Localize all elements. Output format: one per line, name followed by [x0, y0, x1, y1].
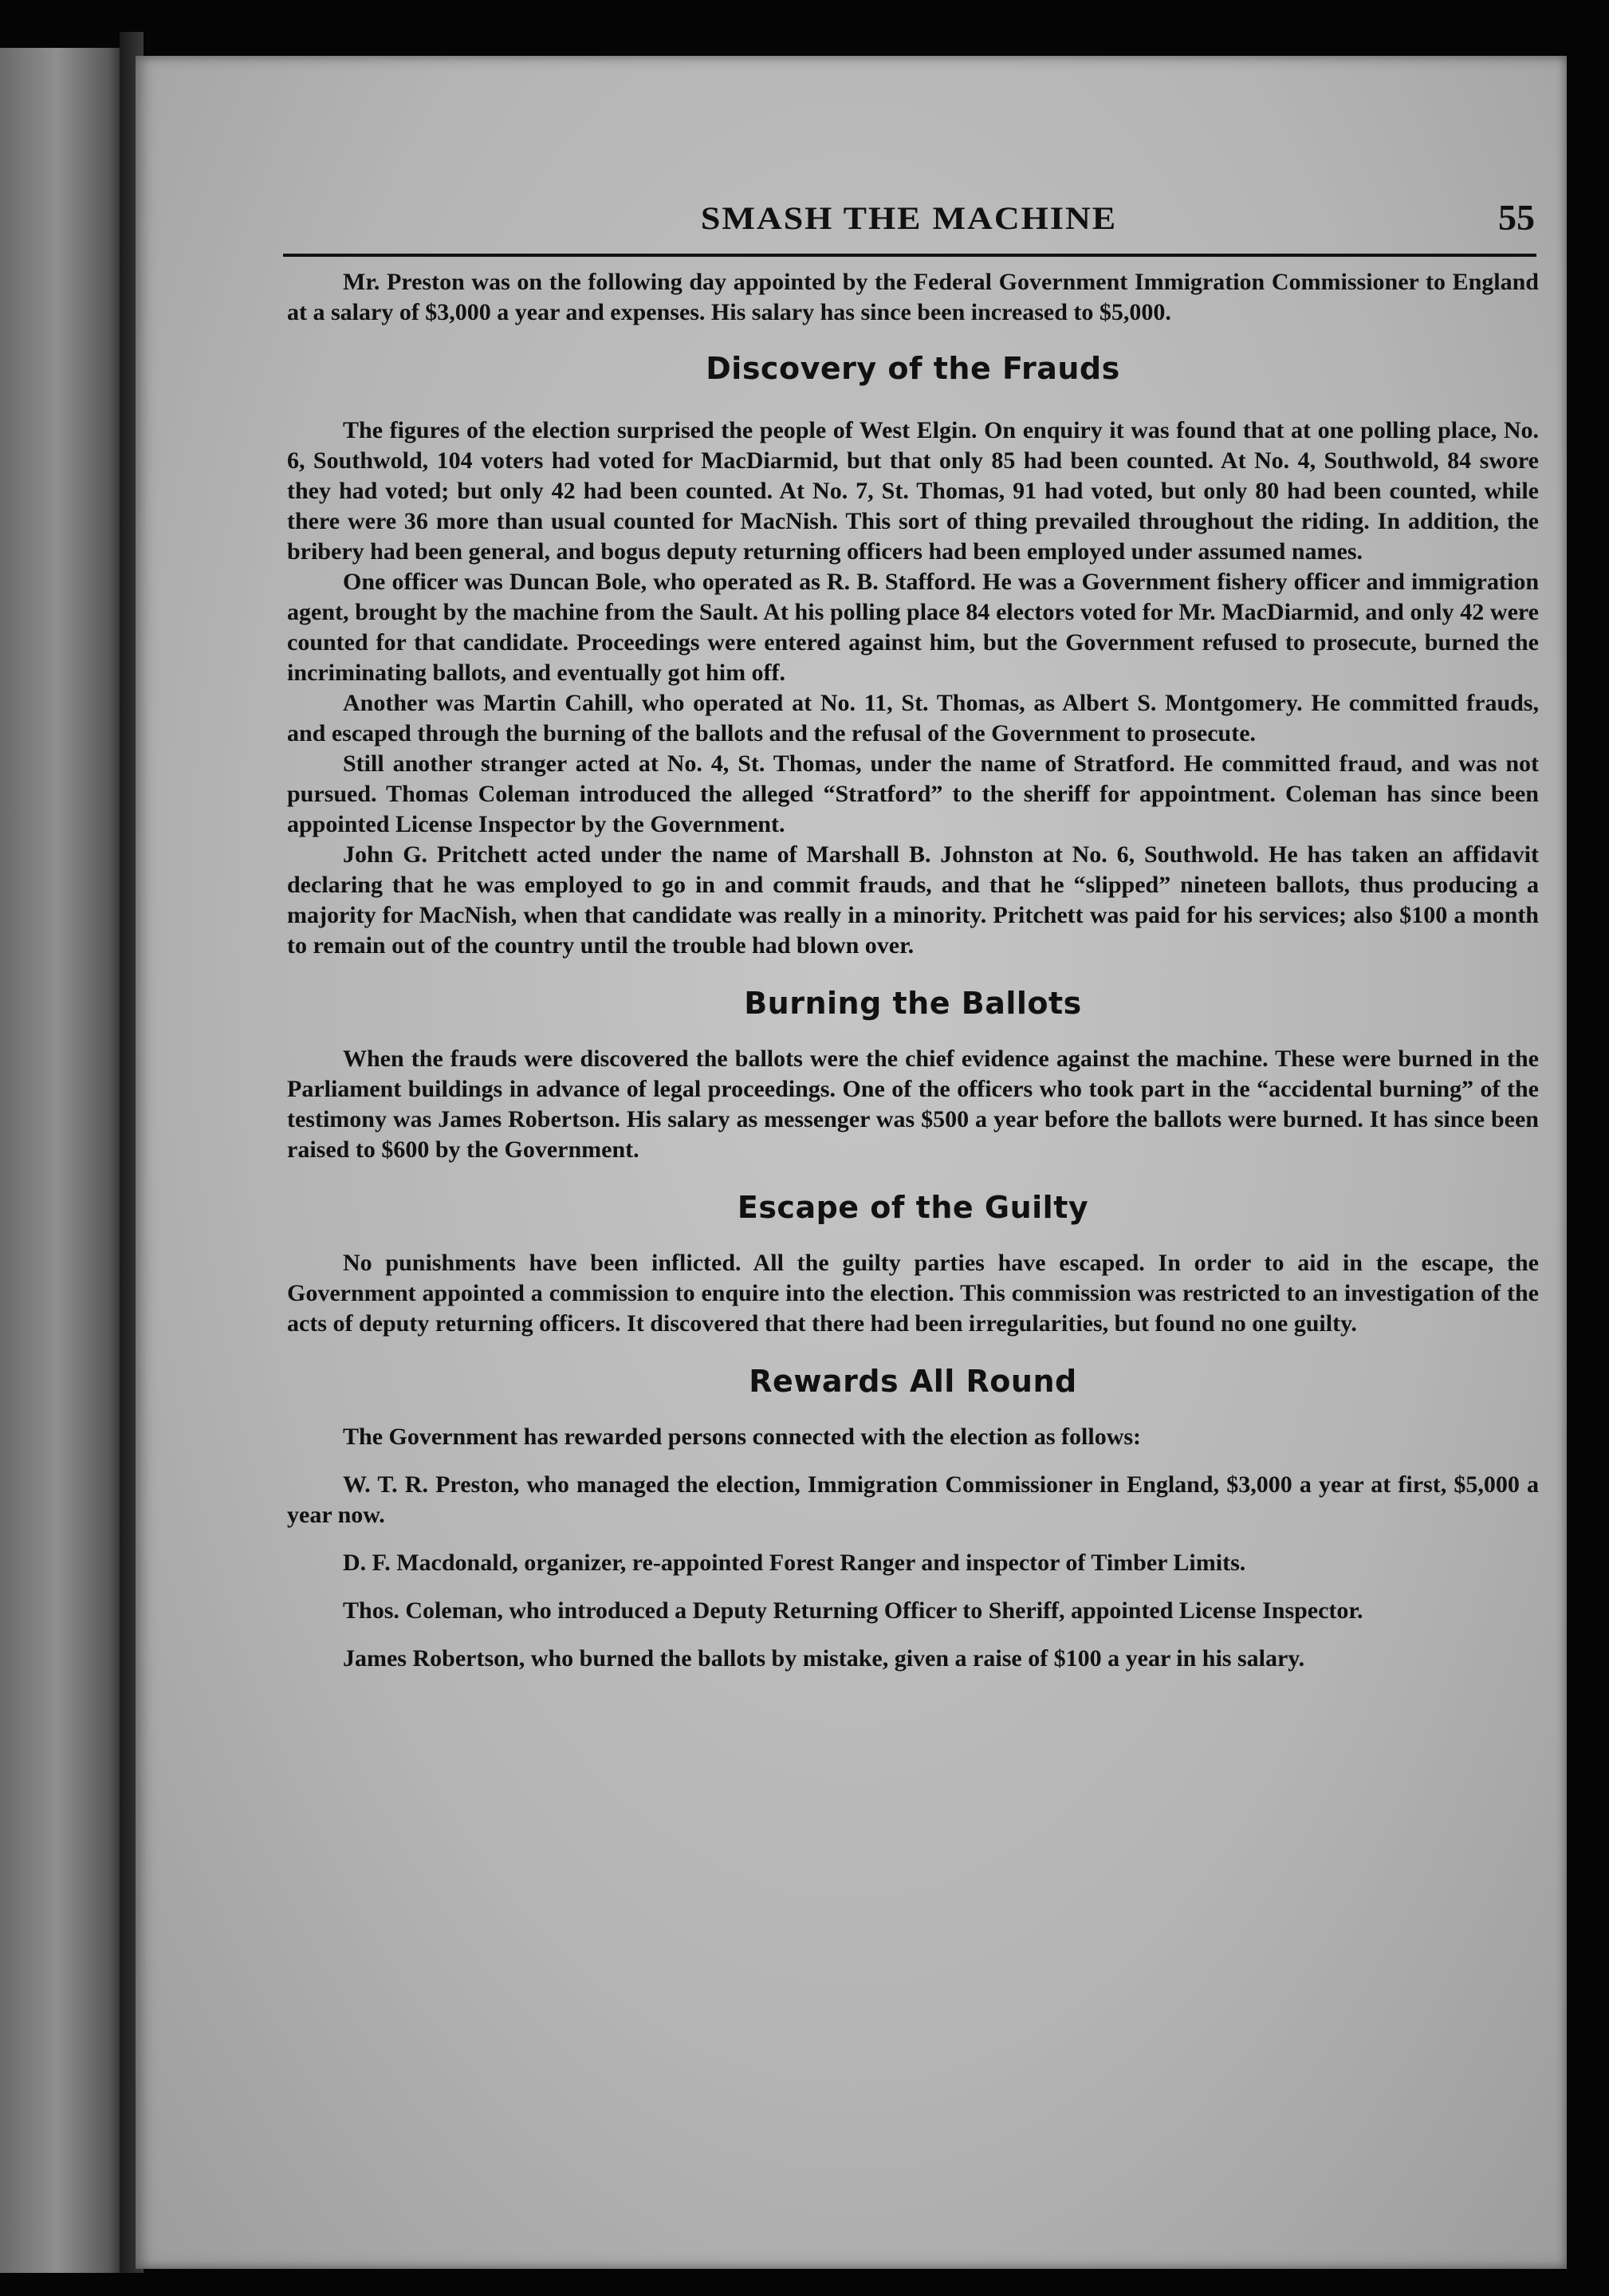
page-number: 55 — [1498, 197, 1535, 238]
facing-page-edge — [0, 48, 128, 2273]
running-head — [283, 191, 1535, 247]
running-title: SMASH THE MACHINE — [700, 199, 1118, 237]
paragraph: When the frauds were discovered the ballots were the chief evidence against the machine. These were burned in the Parliament buildings in advance of legal proceedings. One of the officers who took part in the “accidental burning” of the testimony was James Robertson. His salary as messenger was $500 a year before the ballots were burned. It has since been raised to $600 by the Government. — [287, 1046, 1539, 1163]
paragraph: Another was Martin Cahill, who operated at No. 11, St. Thomas, as Albert S. Montgomery. He committed frauds, and escaped through the burning of the ballots and the refusal of the Government to prosecute. — [287, 690, 1539, 746]
paragraph: No punishments have been inflicted. All the guilty parties have escaped. In order to aid in the escape, the Government appointed a commission to enquire into the election. This commission was restricted to an investigation of the acts of deputy returning officers. It discovered that there had been irregularities, but found no one guilty. — [287, 1250, 1539, 1337]
heading-burning-the-ballots: Burning the Ballots — [744, 986, 1082, 1021]
reward-item: James Robertson, who burned the ballots by mistake, given a raise of $100 a year in his salary. — [343, 1645, 1305, 1672]
intro-paragraph: Mr. Preston was on the following day appointed by the Federal Government Immigration Commissioner to England at a salary of $3,000 a year and expenses. His salary has since been increased to $5,000. — [287, 269, 1539, 325]
heading-rewards-all-round: Rewards All Round — [749, 1364, 1077, 1399]
page-body — [287, 267, 1539, 1674]
header-rule — [283, 254, 1536, 257]
paragraph: One officer was Duncan Bole, who operated as R. B. Stafford. He was a Government fishery officer and immigration agent, brought by the machine from the Sault. At his polling place 84 electors voted for Mr. MacDiarmid, and only 42 were counted for that candidate. Proceedings were entered against him, but the Government refused to prosecute, burned the incriminating ballots, and eventually got him off. — [287, 569, 1539, 686]
book-page — [136, 56, 1567, 2269]
paragraph: The Government has rewarded persons connected with the election as follows: — [343, 1424, 1142, 1450]
heading-discovery-of-frauds: Discovery of the Frauds — [706, 351, 1120, 386]
reward-item: D. F. Macdonald, organizer, re-appointed Forest Ranger and inspector of Timber Limits. — [343, 1550, 1246, 1576]
paragraph: The figures of the election surprised the people of West Elgin. On enquiry it was found that at one polling place, No. 6, Southwold, 104 voters had voted for MacDiarmid, but that only 85 had been counted. At No. 4, Southwold, 84 swore they had voted; but only 42 had been counted. At No. 7, St. Thomas, 91 had voted, but only 80 had been counted, while there were 36 more than usual counted for MacNish. This sort of thing prevailed throughout the riding. In addition, the bribery had been general, and bogus deputy returning officers had been employed under assumed names. — [287, 417, 1539, 565]
paragraph: John G. Pritchett acted under the name of Marshall B. Johnston at No. 6, Southwold. He has taken an affidavit declaring that he was employed to go in and commit frauds, and that he “slipped” nineteen ballots, thus producing a majority for MacNish, when that candidate was really in a minority. Pritchett was paid for his services; also $100 a month to remain out of the country until the trouble had blown over. — [287, 841, 1539, 959]
reward-item: Thos. Coleman, who introduced a Deputy Returning Officer to Sheriff, appointed License Inspector. — [343, 1597, 1363, 1624]
paragraph: Still another stranger acted at No. 4, St. Thomas, under the name of Stratford. He committed fraud, and was not pursued. Thomas Coleman introduced the alleged “Stratford” to the sheriff for appointment. Coleman has since been appointed License Inspector by the Government. — [287, 750, 1539, 837]
reward-item: W. T. R. Preston, who managed the election, Immigration Commissioner in England, $3,000 a year at first, $5,000 a year now. — [287, 1471, 1539, 1528]
heading-escape-of-the-guilty: Escape of the Guilty — [737, 1190, 1089, 1225]
